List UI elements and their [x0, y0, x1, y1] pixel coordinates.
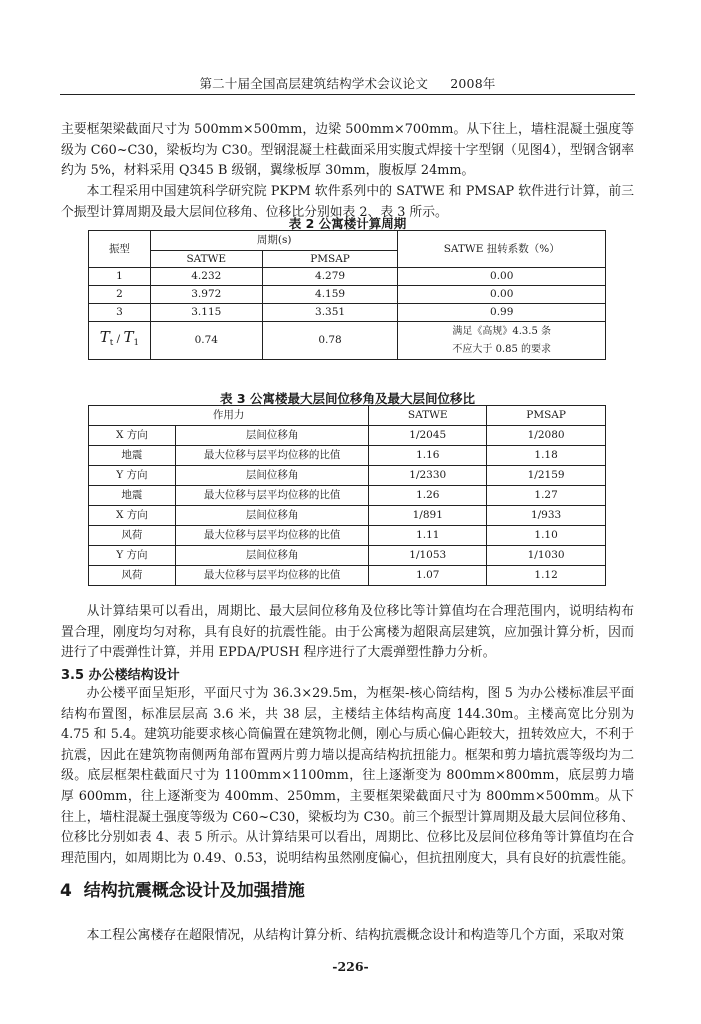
table2-cell: 2	[89, 286, 151, 304]
subsection-heading	[61, 664, 180, 683]
table3-label: 最大位移与层平均位移的比值	[175, 566, 369, 586]
subsection-number: 3.5	[61, 668, 85, 683]
table2-head-mode: 振型	[89, 231, 151, 268]
table3-type: 地震	[89, 446, 176, 466]
table-row	[89, 268, 606, 286]
section-title: 结构抗震概念设计及加强措施	[83, 881, 305, 901]
subsection-title: 办公楼结构设计	[88, 668, 180, 683]
table3-label: 层间位移角	[175, 426, 369, 446]
table3-head-satwe: SATWE	[369, 406, 487, 426]
table-row	[89, 466, 606, 486]
table3-type: 风荷	[89, 566, 176, 586]
table-row	[89, 546, 606, 566]
table3-label: 层间位移角	[175, 506, 369, 526]
table3-type: 地震	[89, 486, 176, 506]
table3-label: 最大位移与层平均位移的比值	[175, 446, 369, 466]
table3-head-action: 作用力	[89, 406, 369, 426]
table-row	[89, 426, 606, 446]
table2-cell: 0.74	[150, 322, 262, 360]
section-heading	[60, 876, 305, 901]
table2-caption: 表 2 公寓楼计算周期	[288, 216, 407, 231]
ratio-sub-1: 1	[133, 338, 140, 349]
table2-cell: 0.00	[398, 286, 606, 304]
table2-cell: 0.99	[398, 304, 606, 322]
table2-cell: 4.232	[150, 268, 262, 286]
table3-dir: Y 方向	[89, 546, 176, 566]
table3-cell: 1.26	[369, 486, 487, 506]
table3-dir: X 方向	[89, 426, 176, 446]
table2-cell: 0.00	[398, 268, 606, 286]
table-row	[89, 526, 606, 546]
ratio-slash: /	[113, 332, 124, 345]
table-row	[89, 322, 606, 360]
page-number: -226-	[332, 959, 369, 974]
table3-label: 最大位移与层平均位移的比值	[175, 526, 369, 546]
table3-cell: 1/933	[487, 506, 606, 526]
table2-cell: 4.279	[262, 268, 398, 286]
table3-label: 层间位移角	[175, 546, 369, 566]
table2-head-period: 周期(s)	[150, 231, 398, 251]
table3-type: 风荷	[89, 526, 176, 546]
ratio-sub-t: t	[109, 338, 114, 349]
paragraph-office: 办公楼平面呈矩形，平面尺寸为 36.3×29.5m，为框架-核心筒结构，图 5 为办公楼标准层平面结构布置图，标准层层高 3.6 米，共 38 层，主楼结主体结构高度 144.30m。主楼高宽比分别为 4.75 和 5.4。建筑功能要求核心筒偏置在建筑物北侧，刚心与质心偏心距较大，扭转效应大，不利于抗震，因此在建筑物南侧两角部布置两片剪力墙以提高结构抗扭能力。框架和剪力墙抗震等级均为二级。底层框架柱截面尺寸为 1100mm×1100mm，往上逐渐变为 800mm×800mm，底层剪力墙厚 600mm，往上逐渐变为 400mm、250mm，主要框架梁截面尺寸为 800mm×500mm。从下往上，墙柱混凝土强度等级为 C60~C30，梁板均为 C30。前三个振型计算周期及最大层间位移角、位移比分别如表 4、表 5 所示。从计算结果可以看出，周期比、位移比及层间位移角等计算值均在合理范围内，如周期比为 0.49、0.53，说明结构虽然刚度偏心，但抗扭刚度大，具有良好的抗震性能。	[61, 686, 634, 866]
paragraph-measures: 本工程公寓楼存在超限情况，从结构计算分析、结构抗震概念设计和构造等几个方面，采取对策	[86, 928, 625, 943]
table3-cell: 1/891	[369, 506, 487, 526]
table3-head-pmsap: PMSAP	[487, 406, 606, 426]
table3-cell: 1/1030	[487, 546, 606, 566]
table2-cell: 1	[89, 268, 151, 286]
table3-dir: X 方向	[89, 506, 176, 526]
table3-dir: Y 方向	[89, 466, 176, 486]
table2-cell: 3.115	[150, 304, 262, 322]
paragraph-software: 本工程采用中国建筑科学研究院 PKPM 软件系列中的 SATWE 和 PMSAP 软件进行计算，前三个振型计算周期及最大层间位移角、位移比分别如表 2、表 3 所示。	[61, 184, 634, 220]
table3-cell: 1.11	[369, 526, 487, 546]
table2-head-twist: SATWE 扭转系数（%）	[398, 231, 606, 268]
table2-head-satwe: SATWE	[150, 251, 262, 268]
table-row	[89, 486, 606, 506]
table-row	[89, 304, 606, 322]
table-row	[89, 506, 606, 526]
table3-drift	[88, 405, 606, 586]
table3-cell: 1.10	[487, 526, 606, 546]
paragraph-beam-sections: 主要框架梁截面尺寸为 500mm×500mm，边梁 500mm×700mm。从下往上，墙柱混凝土强度等级为 C60~C30，梁板均为 C30。型钢混凝土柱截面采用实腹式焊接十字型钢（见图4），型钢含钢率约为 5%，材料采用 Q345 B 级钢，翼缘板厚 30mm，腹板厚 24mm。	[61, 122, 634, 179]
table3-cell: 1.18	[487, 446, 606, 466]
table3-cell: 1.12	[487, 566, 606, 586]
ratio-symbol: T	[99, 327, 110, 346]
table2-note-line1: 满足《高规》4.3.5 条	[452, 326, 552, 337]
table2-head-pmsap: PMSAP	[262, 251, 398, 268]
table3-cell: 1.27	[487, 486, 606, 506]
table3-cell: 1/1053	[369, 546, 487, 566]
table-row	[89, 446, 606, 466]
table3-cell: 1.07	[369, 566, 487, 586]
table2-cell: 3.351	[262, 304, 398, 322]
table3-cell: 1/2159	[487, 466, 606, 486]
table2-note-line2: 不应大于 0.85 的要求	[452, 344, 552, 355]
table3-cell: 1.16	[369, 446, 487, 466]
table2-cell: 0.78	[262, 322, 398, 360]
table3-cell: 1/2080	[487, 426, 606, 446]
table2-cell: 3.972	[150, 286, 262, 304]
header-year: 2008年	[450, 76, 496, 91]
running-header	[60, 74, 635, 92]
table3-cell: 1/2045	[369, 426, 487, 446]
table-row	[89, 286, 606, 304]
table2-cell: 3	[89, 304, 151, 322]
ratio-symbol-2: T	[123, 327, 134, 346]
table-row	[89, 566, 606, 586]
table2-ratio-label	[89, 322, 151, 360]
paragraph-results: 从计算结果可以看出，周期比、最大层间位移角及位移比等计算值均在合理范围内，说明结构布置合理，刚度均匀对称，具有良好的抗震性能。由于公寓楼为超限高层建筑，应加强计算分析，因而进行了中震弹性计算，并用 EPDA/PUSH 程序进行了大震弹塑性静力分析。	[61, 604, 634, 661]
table2-periods	[88, 230, 606, 360]
conference-title: 第二十届全国高层建筑结构学术会议论文	[199, 76, 429, 91]
header-rule	[60, 94, 635, 95]
table3-caption: 表 3 公寓楼最大层间位移角及最大层间位移比	[220, 391, 475, 406]
table2-cell: 4.159	[262, 286, 398, 304]
table3-label: 层间位移角	[175, 466, 369, 486]
table3-label: 最大位移与层平均位移的比值	[175, 486, 369, 506]
table3-cell: 1/2330	[369, 466, 487, 486]
table2-note	[398, 322, 606, 360]
section-number: 4	[60, 881, 72, 901]
